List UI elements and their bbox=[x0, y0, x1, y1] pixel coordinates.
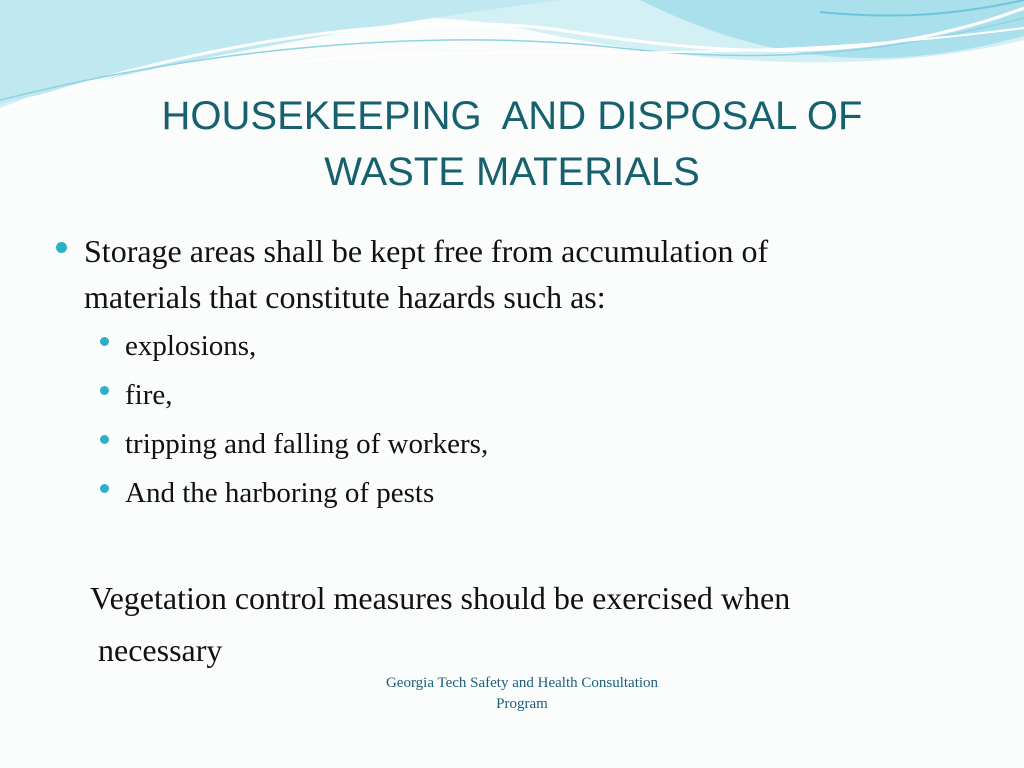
vegetation-paragraph bbox=[90, 572, 990, 676]
paragraph-line-2: necessary bbox=[90, 632, 223, 668]
sub-bullet-item bbox=[54, 420, 974, 469]
main-bullet-line-1: Storage areas shall be kept free from accumulation of bbox=[84, 233, 769, 269]
footer-line-1: Georgia Tech Safety and Health Consultation bbox=[385, 675, 659, 691]
paragraph-line-1: Vegetation control measures should be exercised when bbox=[90, 580, 791, 616]
title-line-1: HOUSEKEEPING AND DISPOSAL OF bbox=[161, 94, 863, 138]
slide-footer bbox=[322, 673, 722, 715]
sub-bullet-item bbox=[54, 469, 974, 518]
main-bullet-line-2: materials that constitute hazards such as: bbox=[84, 279, 606, 315]
sub-bullet-item bbox=[54, 371, 974, 420]
bullet-list bbox=[54, 228, 974, 518]
bullet-dot-icon bbox=[100, 386, 109, 395]
title-line-2: WASTE MATERIALS bbox=[324, 150, 700, 194]
sub-bullet-text: fire, bbox=[125, 379, 173, 411]
slide-title bbox=[60, 88, 964, 200]
sub-bullet-list bbox=[54, 322, 974, 518]
bullet-dot-icon bbox=[100, 435, 109, 444]
sub-bullet-text: And the harboring of pests bbox=[125, 477, 435, 509]
sub-bullet-item bbox=[54, 322, 974, 371]
main-bullet bbox=[54, 228, 974, 320]
bullet-dot-icon bbox=[56, 242, 67, 253]
sub-bullet-text: explosions, bbox=[125, 330, 257, 362]
bullet-dot-icon bbox=[100, 484, 109, 493]
sub-bullet-text: tripping and falling of workers, bbox=[125, 428, 489, 460]
footer-line-2: Program bbox=[496, 696, 548, 712]
bullet-dot-icon bbox=[100, 337, 109, 346]
